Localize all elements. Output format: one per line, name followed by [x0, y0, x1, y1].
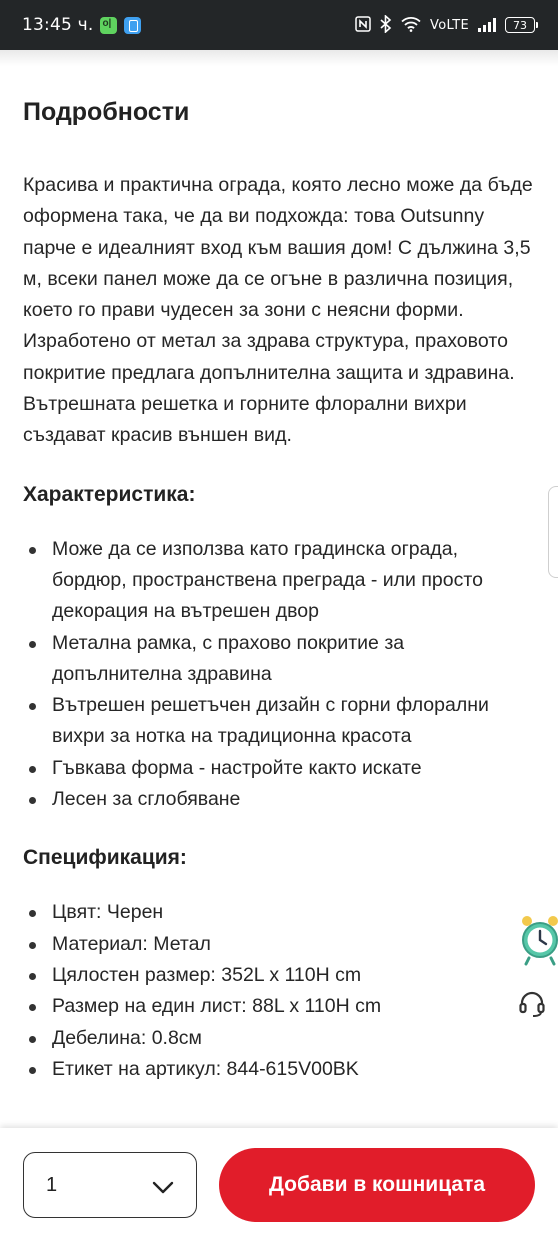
- add-to-cart-button[interactable]: Добави в кошницата: [219, 1148, 535, 1222]
- battery-level: 73: [505, 17, 535, 33]
- wifi-icon: [401, 16, 421, 35]
- specs-list: [23, 897, 535, 1085]
- bluetooth-icon: [380, 15, 392, 36]
- edge-panel-handle[interactable]: [548, 486, 558, 578]
- list-item: Материал: Метал: [23, 929, 535, 960]
- network-type: VoLTE: [430, 17, 469, 33]
- alarm-clock-icon[interactable]: [520, 912, 558, 966]
- list-item: Етикет на артикул: 844-615V00BK: [23, 1054, 535, 1085]
- list-item: Може да се използва като градинска ограда, бордюр, пространствена преграда - или просто декорация на вътрешен двор: [23, 534, 535, 628]
- header-shadow: [0, 50, 558, 66]
- signal-strength-icon: [478, 18, 496, 32]
- specs-title: Спецификация:: [23, 846, 187, 870]
- product-details-content[interactable]: [0, 50, 558, 1128]
- list-item: Цвят: Черен: [23, 897, 535, 928]
- list-item: Гъвкава форма - настройте както искате: [23, 753, 535, 784]
- status-time: 13:45 ч.: [22, 15, 94, 35]
- status-bar: [0, 0, 558, 50]
- product-description-article: [23, 94, 535, 1085]
- headset-icon[interactable]: [518, 990, 546, 1018]
- battery-icon: [505, 17, 538, 33]
- nfc-icon: [355, 16, 371, 35]
- list-item: Вътрешен решетъчен дизайн с горни флорални вихри за нотка на традиционна красота: [23, 690, 535, 753]
- document-app-icon: [124, 17, 141, 34]
- list-item: Размер на един лист: 88L x 110H cm: [23, 991, 535, 1022]
- quantity-value: 1: [46, 1173, 58, 1196]
- messaging-app-icon: [100, 17, 117, 34]
- features-title: Характеристика:: [23, 482, 196, 506]
- details-description: Красива и практична ограда, която лесно може да бъде оформена така, че да ви подхожда: това Outsunny парче е идеалният вход към вашия дом! С дължина 3,5 м, всеки панел може да се огъне в различна позиция, което го прави чудесен за зони с неясни форми. Изработено от метал за здрава структура, праховото покритие предлага допълнителна защита и здравина. Вътрешната решетка и горните флорални вихри създават красив външен вид.: [23, 174, 533, 447]
- features-list: [23, 534, 535, 816]
- status-indicators: [355, 15, 538, 36]
- list-item: Дебелина: 0.8см: [23, 1023, 535, 1054]
- list-item: Метална рамка, с прахово покритие за допълнителна здравина: [23, 628, 535, 691]
- list-item: Цялостен размер: 352L x 110H cm: [23, 960, 535, 991]
- list-item: Лесен за сглобяване: [23, 784, 535, 815]
- details-title: Подробности: [23, 98, 190, 126]
- quantity-select[interactable]: [23, 1152, 197, 1218]
- chevron-down-icon: [152, 1178, 174, 1192]
- add-to-cart-bar: [0, 1128, 558, 1240]
